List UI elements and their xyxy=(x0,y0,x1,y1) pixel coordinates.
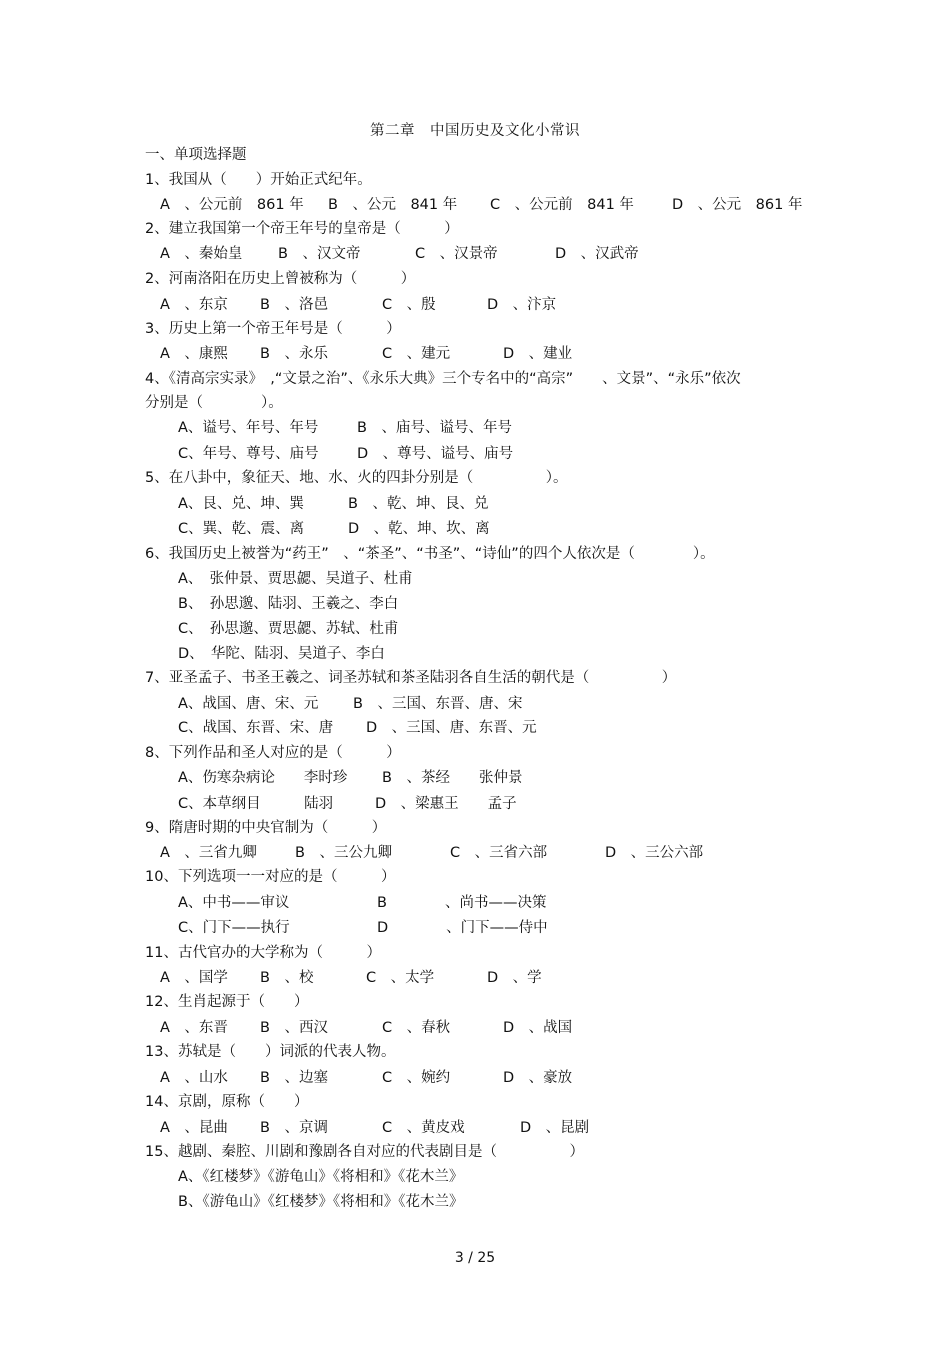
option-d: D 、学 xyxy=(487,970,542,986)
option-d: D 、建业 xyxy=(503,346,573,362)
option-b: B 、乾、坤、艮、兑 xyxy=(348,496,489,512)
option-a: A、中书——审议 xyxy=(178,895,290,911)
option-d: D、 华陀、陆羽、吴道子、李白 xyxy=(178,646,385,662)
option-b: B 、边塞 xyxy=(260,1070,328,1086)
option-a: A、《红楼梦》《游龟山》《将相和》《花木兰》 xyxy=(178,1169,464,1185)
option-b: B 、三公九卿 xyxy=(295,845,392,861)
option-a: A、谥号、年号、年号 xyxy=(178,420,319,436)
option-a: A 、三省九卿 xyxy=(160,845,257,861)
option-c: C 、太学 xyxy=(366,970,435,986)
option-b: B 、校 xyxy=(260,970,314,986)
option-c: C 、三省六部 xyxy=(450,845,548,861)
option-d: D 、三国、唐、东晋、元 xyxy=(366,720,537,736)
option-c: C 、婉约 xyxy=(382,1070,451,1086)
option-a: A 、东京 xyxy=(160,297,228,313)
option-d: D 、昆剧 xyxy=(520,1120,590,1136)
option-a: A、战国、唐、宋、元 xyxy=(178,696,319,712)
question-5: 5、在八卦中，象征天、地、水、火的四卦分别是（ ）。 xyxy=(145,470,568,486)
option-b: B 、京调 xyxy=(260,1120,328,1136)
option-d: D 、三公六部 xyxy=(605,845,704,861)
option-b: B 、庙号、谥号、年号 xyxy=(357,420,512,436)
option-a: A、艮、兑、坤、巽 xyxy=(178,496,304,512)
question-9: 9、隋唐时期的中央官制为（ ） xyxy=(145,820,387,836)
question-7: 7、亚圣孟子、书圣王羲之、词圣苏轼和茶圣陆羽各自生活的朝代是（ ） xyxy=(145,670,677,686)
option-c: C、 孙思邈、贾思勰、苏轼、杜甫 xyxy=(178,621,399,637)
option-a: A 、康熙 xyxy=(160,346,228,362)
option-b: B 、西汉 xyxy=(260,1020,328,1036)
option-d: D 、豪放 xyxy=(503,1070,573,1086)
option-a: A 、公元前 861 年 xyxy=(160,197,304,213)
option-d: D 、汉武帝 xyxy=(555,246,639,262)
question-6: 6、我国历史上被誉为“药王” 、“茶圣”、“书圣”、“诗仙”的四个人依次是（ ）。 xyxy=(145,546,715,562)
option-c: C 、公元前 841 年 xyxy=(490,197,634,213)
option-c: C 、黄皮戏 xyxy=(382,1120,465,1136)
option-c: C、巽、乾、震、离 xyxy=(178,521,305,537)
option-c: C、门下——执行 xyxy=(178,920,290,936)
option-b: B 、汉文帝 xyxy=(278,246,361,262)
chapter-title: 第二章 中国历史及文化小常识 xyxy=(370,123,580,139)
question-4-cont: 分别是（ ）。 xyxy=(145,395,283,411)
question-11: 11、古代官办的大学称为（ ） xyxy=(145,945,381,961)
option-b: B 、洛邑 xyxy=(260,297,328,313)
question-2b: 2、河南洛阳在历史上曾被称为（ ） xyxy=(145,271,416,287)
option-c: C 、殷 xyxy=(382,297,436,313)
option-d: D 、梁惠王 孟子 xyxy=(375,796,517,812)
option-b: B 、茶经 张仲景 xyxy=(382,770,523,786)
question-4: 4、《清高宗实录》 ,“文景之治”、《永乐大典》三个专名中的“高宗” 、文景”、“永乐”依次 xyxy=(145,371,741,387)
section-heading: 一、单项选择题 xyxy=(145,147,247,163)
option-d: D 、公元 861 年 xyxy=(672,197,803,213)
option-c: C 、春秋 xyxy=(382,1020,451,1036)
option-a: A、 张仲景、贾思勰、吴道子、杜甫 xyxy=(178,571,413,587)
option-b: B 、永乐 xyxy=(260,346,328,362)
option-d: D 、战国 xyxy=(503,1020,573,1036)
page-number: 3 / 25 xyxy=(454,1250,496,1266)
option-c: C 、建元 xyxy=(382,346,451,362)
option-a: A 、山水 xyxy=(160,1070,228,1086)
option-b: B 、三国、东晋、唐、宋 xyxy=(353,696,523,712)
question-1: 1、我国从（ ）开始正式纪年。 xyxy=(145,172,372,188)
option-a: A 、昆曲 xyxy=(160,1120,228,1136)
question-10: 10、下列选项一一对应的是（ ） xyxy=(145,869,396,885)
option-c: C、战国、东晋、宋、唐 xyxy=(178,720,334,736)
question-3: 3、历史上第一个帝王年号是（ ） xyxy=(145,321,401,337)
option-a: A 、东晋 xyxy=(160,1020,228,1036)
option-d: D 、门下——侍中 xyxy=(377,920,548,936)
option-d: D 、尊号、谥号、庙号 xyxy=(357,446,514,462)
option-a: A、伤寒杂病论 李时珍 xyxy=(178,770,348,786)
question-14: 14、京剧，原称（ ） xyxy=(145,1094,309,1110)
question-13: 13、苏轼是（ ）词派的代表人物。 xyxy=(145,1044,396,1060)
option-a: A 、国学 xyxy=(160,970,228,986)
option-c: C 、汉景帝 xyxy=(415,246,498,262)
option-c: C、年号、尊号、庙号 xyxy=(178,446,319,462)
option-d: D 、汴京 xyxy=(487,297,557,313)
option-b: B、《游龟山》《红楼梦》《将相和》《花木兰》 xyxy=(178,1194,464,1210)
question-12: 12、生肖起源于（ ） xyxy=(145,994,309,1010)
option-c: C、本草纲目 陆羽 xyxy=(178,796,334,812)
option-a: A 、秦始皇 xyxy=(160,246,243,262)
option-b: B 、公元 841 年 xyxy=(328,197,458,213)
question-15: 15、越剧、秦腔、川剧和豫剧各自对应的代表剧目是（ ） xyxy=(145,1144,584,1160)
option-d: D 、乾、坤、坎、离 xyxy=(348,521,490,537)
question-2: 2、建立我国第一个帝王年号的皇帝是（ ） xyxy=(145,221,459,237)
option-b: B 、尚书——决策 xyxy=(377,895,547,911)
option-b: B、 孙思邈、陆羽、王羲之、李白 xyxy=(178,596,399,612)
question-8: 8、下列作品和圣人对应的是（ ） xyxy=(145,745,401,761)
